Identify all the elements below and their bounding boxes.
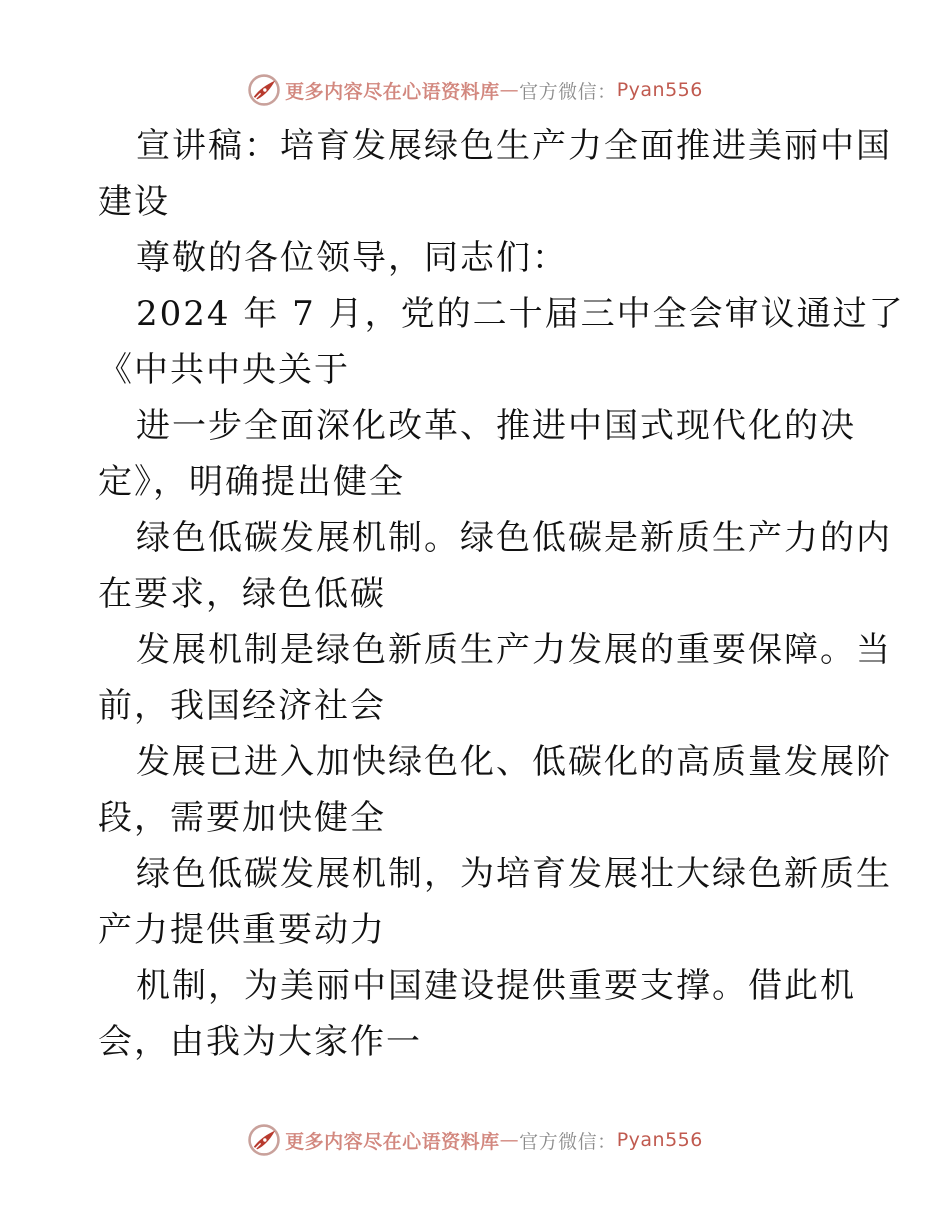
watermark-separator: — <box>499 1129 520 1151</box>
text-line: 发展已进入加快绿色化、低碳化的高质量发展阶 <box>136 742 892 782</box>
fountain-pen-logo-icon <box>247 1123 281 1157</box>
text-line: 宣讲稿：培育发展绿色生产力全面推进美丽中国 <box>136 126 892 166</box>
fountain-pen-logo-icon <box>247 73 281 107</box>
header-watermark <box>0 70 950 110</box>
watermark-separator: — <box>499 79 520 101</box>
text-line: 产力提供重要动力 <box>98 910 386 950</box>
watermark-wechat-label: 官方微信： <box>519 1130 617 1153</box>
document-body <box>98 118 905 1070</box>
footer-watermark <box>0 1120 950 1160</box>
watermark-wechat-id: Pyan556 <box>616 1129 703 1151</box>
text-line: 定》，明确提出健全 <box>98 462 405 502</box>
text-line: 尊敬的各位领导，同志们： <box>136 238 568 278</box>
text-line: 发展机制是绿色新质生产力发展的重要保障。当 <box>136 630 892 670</box>
text-line: 前，我国经济社会 <box>98 686 386 726</box>
text-line: 段，需要加快健全 <box>98 798 386 838</box>
watermark-brand: 更多内容尽在心语资料库 <box>285 1130 500 1153</box>
text-line: 2024 年 7 月，党的二十届三中全会审议通过了 <box>136 294 905 334</box>
text-line: 绿色低碳发展机制，为培育发展壮大绿色新质生 <box>136 854 892 894</box>
text-line: 会，由我为大家作一 <box>98 1022 422 1062</box>
watermark-wechat-id: Pyan556 <box>616 79 703 101</box>
text-line: 在要求，绿色低碳 <box>98 574 386 614</box>
text-line: 绿色低碳发展机制。绿色低碳是新质生产力的内 <box>136 518 892 558</box>
text-line: 建设 <box>98 182 170 222</box>
text-line: 机制，为美丽中国建设提供重要支撑。借此机 <box>136 966 856 1006</box>
watermark-wechat-label: 官方微信： <box>519 80 617 103</box>
watermark-brand: 更多内容尽在心语资料库 <box>285 80 500 103</box>
text-line: 进一步全面深化改革、推进中国式现代化的决 <box>136 406 856 446</box>
text-line: 《中共中央关于 <box>98 350 350 390</box>
